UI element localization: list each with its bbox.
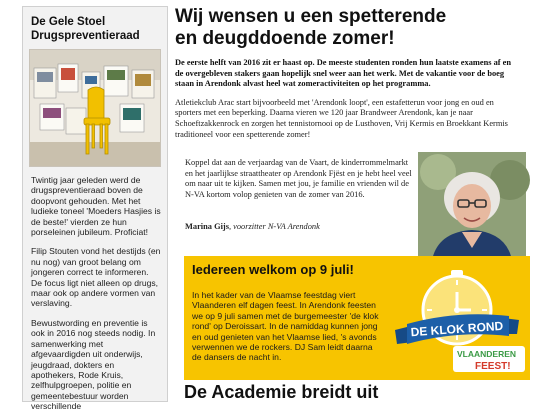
- exhibition-illustration: [30, 50, 160, 166]
- headline-line2: en deugddoende zomer!: [175, 28, 395, 49]
- article-headline: [175, 6, 535, 50]
- event-title: Iedereen welkom op 9 juli!: [192, 262, 354, 277]
- article-intro: De eerste helft van 2016 zit er haast op. De meeste studenten ronden hun laatste examens af en de overgebleven stakers gaan hopelijk snel weer aan het werk. Met de vakantie voor de boeg staan in Arendonk alvast heel wat zomeractiviteiten op het programma.: [175, 58, 512, 89]
- sidebar-title-line1: De Gele Stoel: [31, 16, 106, 28]
- next-article-headline: De Academie breidt uit: [184, 382, 379, 402]
- event-box: [184, 256, 530, 380]
- sidebar-box: [22, 6, 168, 412]
- portrait-illustration: [418, 152, 526, 260]
- logo-brand-line2: FEEST!: [475, 361, 511, 372]
- logo-brand-line1: VLAANDEREN: [457, 349, 517, 359]
- klok-rond-logo: [387, 266, 527, 376]
- article-paragraph: Atletiekclub Arac start bijvoorbeeld met 'Arendonk loopt', een estafetterun voor jong en oud en sporters met een beperking. Daarna vieren we 120 jaar Brandweer Arendonk, kan je naar Schoeftzakkenrock en zorgen het tennistornooi op de Lusthoven, Vrij Kermis en Broekkant Kermis traditioneel voor een spetterende zomer!: [175, 97, 508, 139]
- sidebar-paragraph: Filip Stouten vond het destijds (en nu nog) van groot belang om jongeren correct te informeren. De focus ligt niet alleen op drugs, maar ook op andere vormen van verslaving.: [31, 246, 161, 309]
- article-paragraph-2: Koppel dat aan de verjaardag van de Vaart, de kinderrommelmarkt en het jaarlijkse straattheater op Arendonk Fjëst en je hebt heel veel om naar uit te kijken. Samen met jou, je familie en vrienden wil de N-VA kortom volop genieten van de zomer van 2016.: [185, 158, 412, 199]
- yellow-chair-photo: [29, 49, 161, 167]
- signature-role: , voorzitter N-VA Arendonk: [228, 222, 320, 231]
- main-article: [175, 6, 535, 140]
- sidebar-title-line2: Drugspreventieraad: [31, 30, 140, 42]
- event-text: In het kader van de Vlaamse feestdag viert Vlaanderen elf dagen feest. In Arendonk feesten we op 9 juli samen met de burgemeester 'de klok rond' op Deroissart. In de namiddag kunnen jong en oud genieten van het Vlaamse lied, 's avonds verwennen we de rockers. DJ Sam leidt daarna de dansers de nacht in.: [192, 290, 379, 363]
- article-signature: [185, 222, 320, 231]
- sidebar-paragraph: Twintig jaar geleden werd de drugspreventieraad boven de doopvont gehouden. Met het ludieke toneel 'Moeders Hasjies is de beste!' vierden ze hun porseleinen jubileum. Proficiat!: [31, 175, 161, 238]
- sidebar-paragraph: Bewustwording en preventie is ook in 2016 nog steeds nodig. In samenwerking met afgevaardigden uit onderwijs, jeugdraad, dokters en apothekers, Rode Kruis, zelfhulpgroepen, politie en gemeentebestuur worden verschillende: [31, 317, 156, 412]
- logo-banner-text: DE KLOK ROND: [410, 318, 504, 340]
- headline-line1: Wij wensen u een spetterende: [175, 6, 447, 27]
- sidebar-title: [31, 15, 167, 43]
- signature-name: Marina Gijs: [185, 222, 229, 231]
- sidebar-text: [31, 175, 161, 412]
- author-portrait: [418, 152, 526, 260]
